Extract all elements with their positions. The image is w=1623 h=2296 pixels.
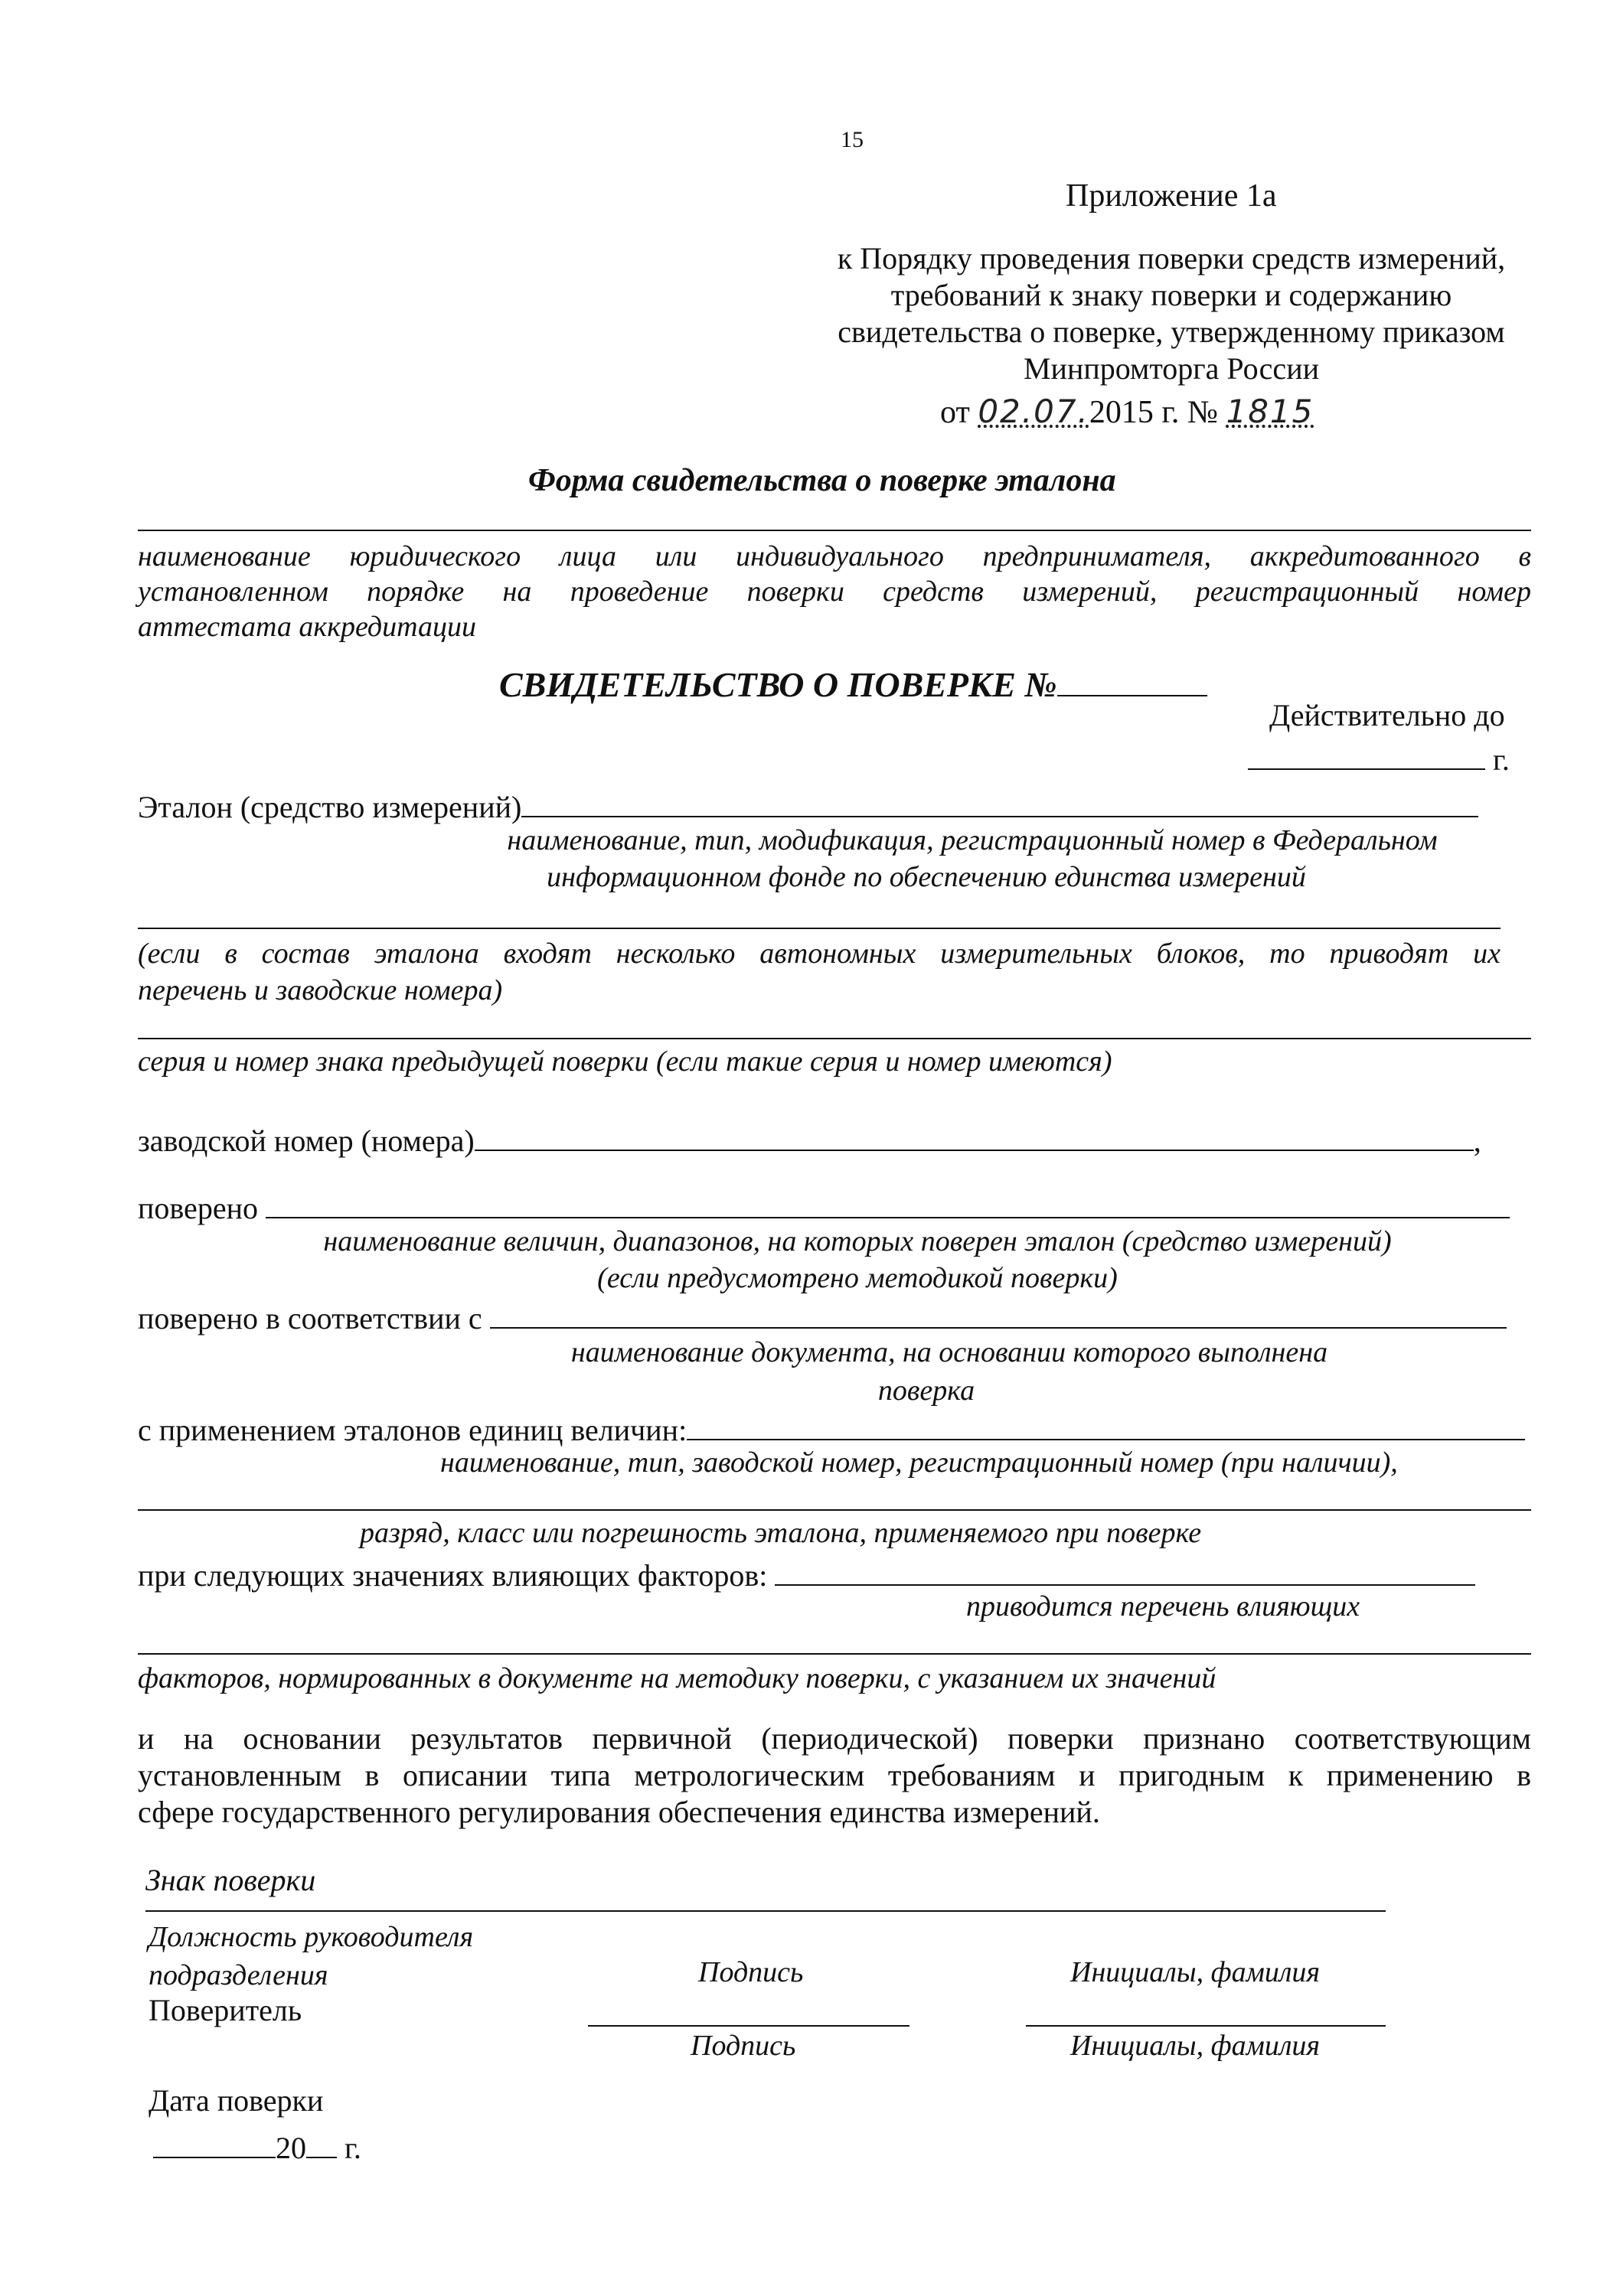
certificate-number-field[interactable] [1057, 660, 1207, 696]
serial-label: заводской номер (номера) [138, 1124, 475, 1158]
date-year-field[interactable] [306, 2126, 337, 2158]
certificate-title-text: СВИДЕТЕЛЬСТВО О ПОВЕРКЕ № [499, 665, 1057, 704]
valid-until-label: Действительно до [1269, 698, 1505, 732]
head-position-label [149, 1918, 473, 1994]
prev-sign-line[interactable] [138, 1038, 1531, 1039]
conclusion [138, 1720, 1531, 1831]
verified-label: поверено [138, 1191, 258, 1225]
conclusion-line: установленным в описании типа метрологическим требованиям и пригодным к применению в [138, 1758, 1531, 1792]
form-title: Форма свидетельства о поверке эталона [528, 463, 1116, 498]
accordance-field[interactable] [490, 1296, 1507, 1329]
standards-row [138, 1408, 1525, 1448]
factors-label: при следующих значениях влияющих факторов: [138, 1558, 768, 1593]
factors-line[interactable] [138, 1653, 1531, 1655]
prev-sign-caption: серия и номер знака предыдущей поверки (если такие серия и номер имеются) [138, 1045, 1112, 1078]
head-signature-caption: Подпись [698, 1956, 804, 1988]
conclusion-line: и на основании результатов первичной (периодической) поверки признано соответствующим [138, 1721, 1531, 1756]
etalon-caption [337, 822, 1516, 895]
valid-until-date [1248, 738, 1510, 778]
valid-year-suffix: г. [1493, 742, 1510, 777]
org-caption-line: наименование юридического лица или индивидуального предпринимателя, аккредитованного в [138, 540, 1531, 572]
verified-caption-line: наименование величин, диапазонов, на которых поверен эталон (средство измерений) [323, 1225, 1392, 1257]
verified-caption-line: (если предусмотрено методикой поверки) [597, 1262, 1118, 1294]
serial-row [138, 1119, 1481, 1159]
verifier-label: Поверитель [149, 1993, 302, 2027]
standards-caption-2: разряд, класс или погрешность эталона, применяемого при поверке [360, 1517, 1202, 1549]
blocks-caption-line: перечень и заводские номера) [138, 974, 503, 1006]
factors-caption-2: факторов, нормированных в документе на методику поверки, с указанием их значений [138, 1662, 1216, 1694]
verifier-initials-field[interactable] [1026, 2025, 1386, 2027]
mark-line [145, 1910, 1386, 1912]
factors-field[interactable] [775, 1554, 1475, 1586]
date-row [153, 2126, 361, 2166]
annex-text [796, 240, 1546, 387]
date-prefix: от [940, 395, 970, 430]
date-label: Дата поверки [149, 2083, 324, 2118]
head-position-line: подразделения [149, 1959, 328, 1991]
etalon-row [138, 785, 1478, 825]
annex-line: свидетельства о поверке, утвержденному приказом [838, 315, 1505, 349]
verifier-initials-caption: Инициалы, фамилия [1070, 2030, 1321, 2062]
year-text: 2015 г. № [1089, 395, 1218, 430]
org-caption-line: аттестата аккредитации [138, 611, 477, 643]
org-line [138, 530, 1531, 531]
blocks-caption-line: (если в состав эталона входят несколько автономных измерительных блоков, то приводят их [138, 938, 1501, 970]
annex-title: Приложение 1а [1066, 178, 1277, 214]
date-suffix: г. [345, 2131, 361, 2165]
standards-field[interactable] [687, 1408, 1525, 1440]
accordance-caption-line: наименование документа, на основании которого выполнена [570, 1336, 1328, 1368]
accordance-caption-line: поверка [877, 1375, 975, 1407]
head-position-line: Должность руководителя [149, 1921, 474, 1953]
factors-caption-1: приводится перечень влияющих [966, 1590, 1360, 1623]
annex-date-line [940, 393, 1314, 431]
verifier-signature-field[interactable] [588, 2025, 909, 2027]
accordance-row [138, 1296, 1507, 1336]
date-year-prefix: 20 [276, 2131, 306, 2165]
accordance-label: поверено в соответствии с [138, 1301, 482, 1336]
verification-mark-label: Знак поверки [145, 1863, 316, 1897]
verified-field[interactable] [266, 1186, 1510, 1218]
page-number: 15 [841, 127, 864, 152]
verifier-signature-caption: Подпись [691, 2030, 796, 2062]
standards-line[interactable] [138, 1509, 1531, 1511]
annex-line: требований к знаку поверки и содержанию [890, 278, 1452, 312]
verified-row [138, 1186, 1510, 1226]
conclusion-line: сферe государственного регулирования обеспечения единства измерений. [138, 1795, 1100, 1829]
annex-line: к Порядку проведения поверки средств измерений, [837, 241, 1506, 276]
verified-caption [230, 1223, 1485, 1296]
factors-row [138, 1554, 1475, 1593]
handwritten-date: 02.07. [978, 393, 1089, 430]
org-caption-line: установленном порядке на проведение поверки средств измерений, регистрационный номер [138, 576, 1531, 608]
annex-line: Минпромторга России [1023, 351, 1319, 386]
blocks-caption [138, 935, 1501, 1009]
serial-comma: , [1473, 1124, 1481, 1158]
head-initials-caption: Инициалы, фамилия [1070, 1956, 1321, 1988]
date-day-month-field[interactable] [153, 2126, 276, 2158]
etalon-caption-line: информационном фонде по обеспечению единства измерений [547, 861, 1306, 893]
blocks-line[interactable] [138, 928, 1501, 929]
valid-until-field[interactable] [1248, 738, 1485, 770]
org-caption [138, 539, 1531, 644]
standards-label: с применением эталонов единиц величин: [138, 1413, 687, 1447]
accordance-caption [429, 1333, 1424, 1410]
etalon-label: Эталон (средство измерений) [138, 790, 522, 824]
standards-caption-1: наименование, тип, заводской номер, регистрационный номер (при наличии), [440, 1446, 1398, 1479]
handwritten-number: 1815 [1226, 393, 1314, 430]
etalon-caption-line: наименование, тип, модификация, регистрационный номер в Федеральном [507, 824, 1438, 856]
etalon-field[interactable] [521, 785, 1478, 817]
certificate-title [499, 660, 1207, 706]
serial-field[interactable] [475, 1119, 1474, 1151]
